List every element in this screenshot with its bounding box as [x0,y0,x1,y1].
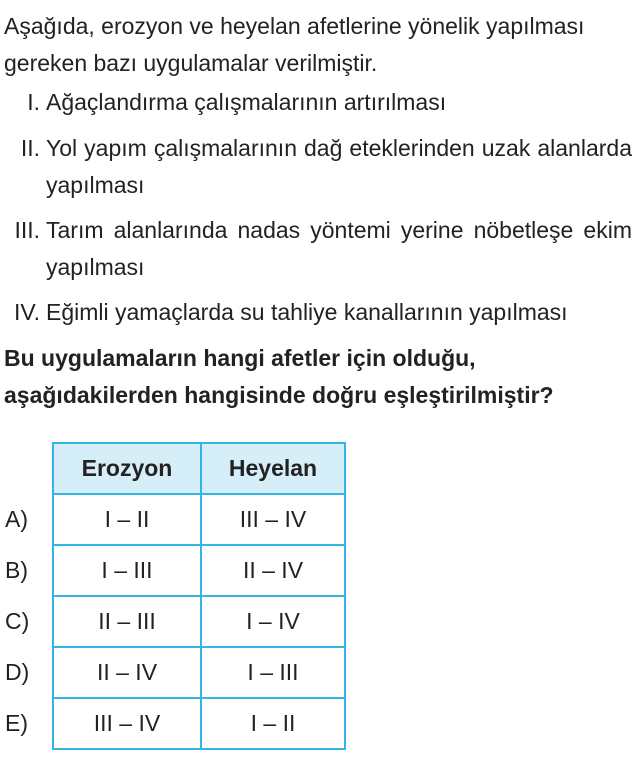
option-letter-c[interactable]: C) [5,608,30,634]
option-letter-a[interactable]: A) [5,506,28,532]
option-letter-b[interactable]: B) [5,557,28,583]
table-row [53,494,345,545]
statement-numeral: III. [14,217,40,243]
erozyon-cell: II – IV [53,647,201,698]
statement-item [4,212,632,286]
heyelan-cell: II – IV [201,545,345,596]
statement-item [4,130,632,204]
statement-item [4,84,632,121]
statement-numeral: II. [20,135,40,161]
table-row [53,545,345,596]
question-intro: Aşağıda, erozyon ve heyelan afetlerine yönelik yapılması gereken bazı uygulamalar verilmiştir. [4,13,585,76]
statement-numeral: IV. [13,299,40,325]
question-prompt: Bu uygulamaların hangi afetler için olduğu, aşağıdakilerden hangisinde doğru eşleştirilmiştir? [4,345,554,408]
statement-text: Tarım alanlarında nadas yöntemi yerine nöbetleşe ekim yapılması [46,217,632,280]
statement-item [4,294,632,331]
table-row [53,596,345,647]
table-row [53,647,345,698]
heyelan-cell: III – IV [201,494,345,545]
table-header-row [53,443,345,494]
heyelan-cell: I – III [201,647,345,698]
answer-table [52,442,346,750]
statement-numeral: I. [27,89,40,115]
erozyon-cell: III – IV [53,698,201,749]
heyelan-cell: I – II [201,698,345,749]
erozyon-cell: II – III [53,596,201,647]
answer-letters [5,494,45,749]
heyelan-cell: I – IV [201,596,345,647]
column-header-erozyon: Erozyon [53,443,201,494]
option-letter-e[interactable]: E) [5,710,28,736]
option-letter-d[interactable]: D) [5,659,30,685]
erozyon-cell: I – III [53,545,201,596]
column-header-heyelan: Heyelan [201,443,345,494]
statement-text: Ağaçlandırma çalışmalarının artırılması [46,89,447,115]
statement-text: Yol yapım çalışmalarının dağ eteklerinden uzak alanlarda yapılması [46,135,632,198]
erozyon-cell: I – II [53,494,201,545]
table-row [53,698,345,749]
statement-text: Eğimli yamaçlarda su tahliye kanallarının yapılması [46,299,568,325]
